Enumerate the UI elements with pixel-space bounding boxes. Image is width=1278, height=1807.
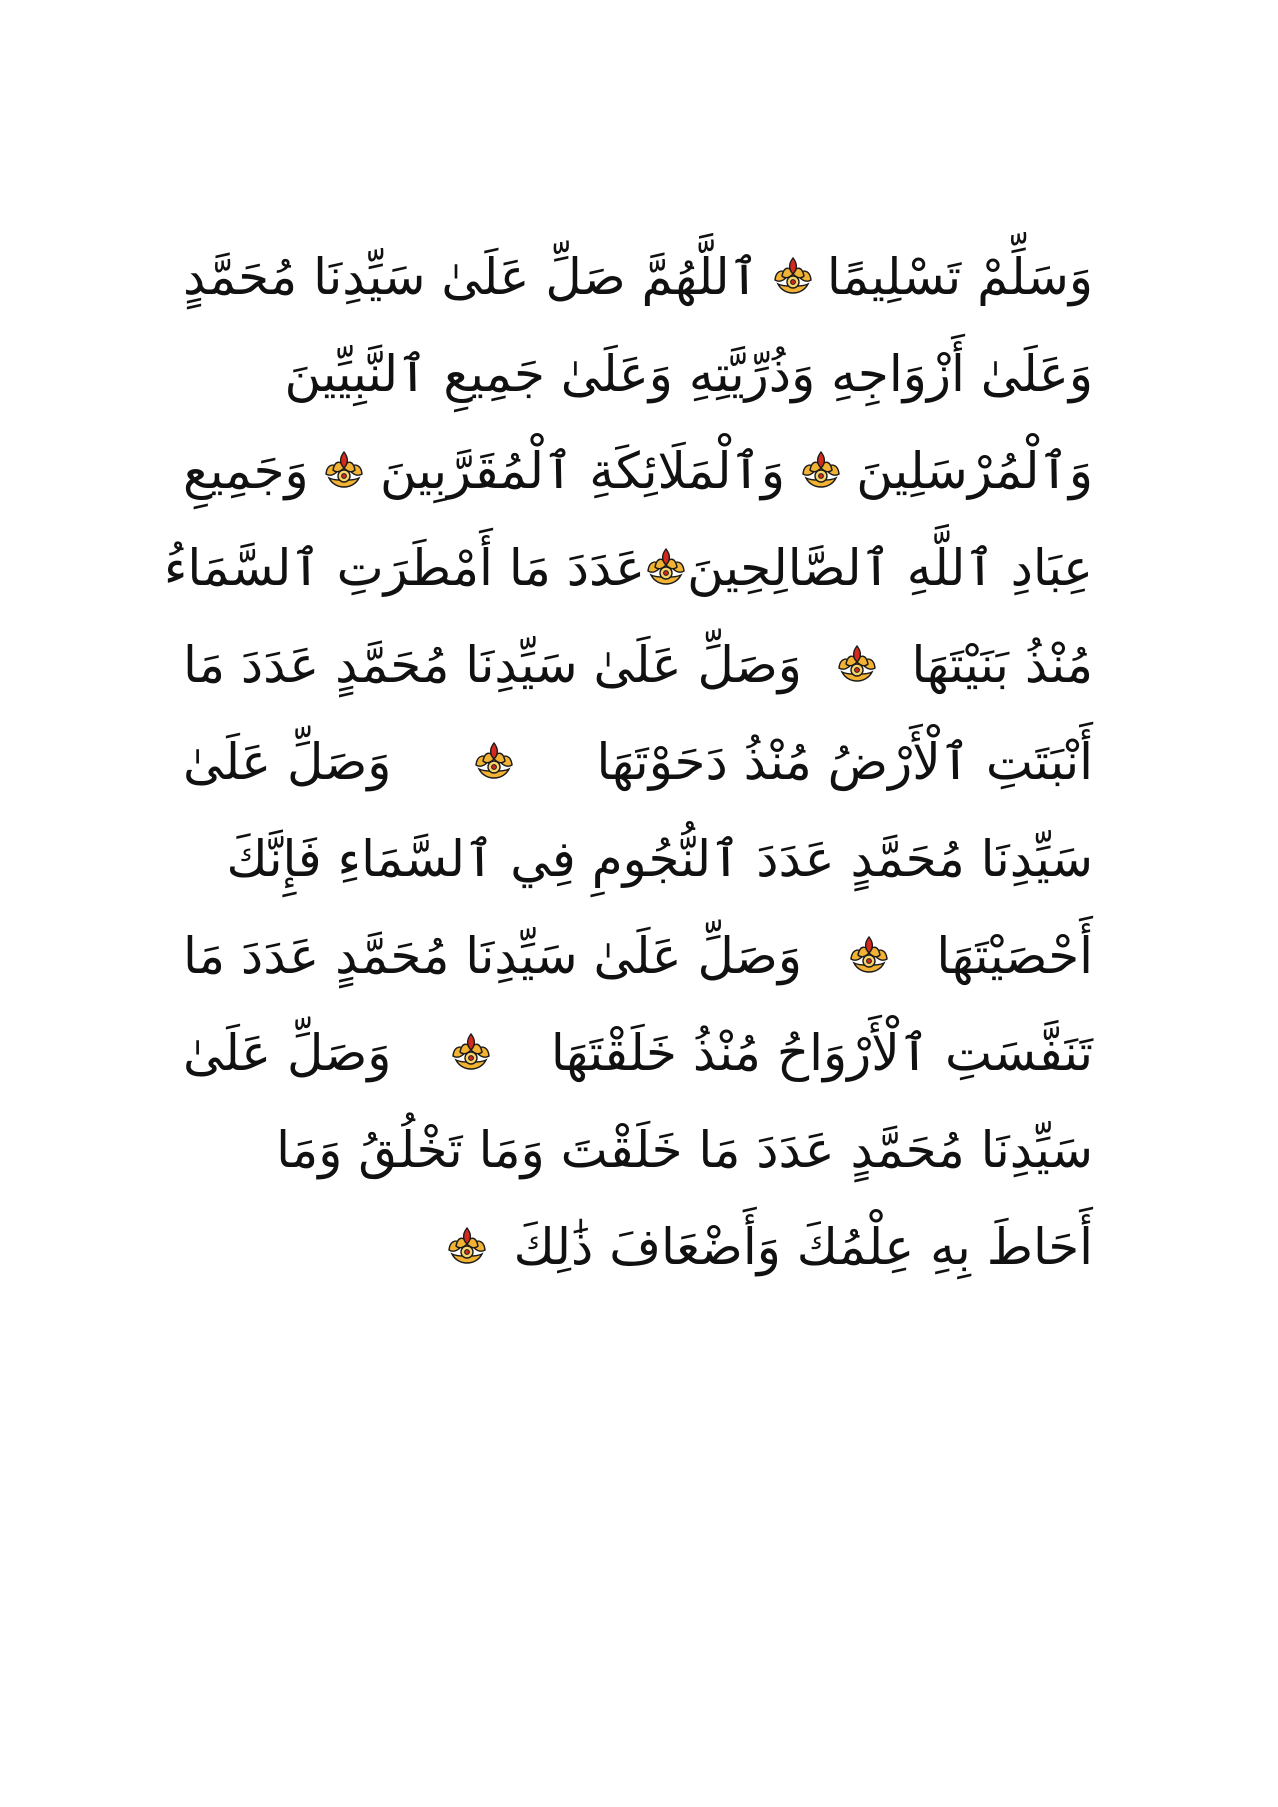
text-line-11	[183, 1198, 1093, 1295]
rosette-ornament-icon	[323, 450, 365, 492]
rosette-ornament-icon	[772, 256, 814, 298]
text-segment: وَصَلِّ عَلَىٰ سَيِّدِنَا مُحَمَّدٍ عَدَدَ مَا	[183, 926, 802, 985]
text-segment: وَصَلِّ عَلَىٰ سَيِّدِنَا مُحَمَّدٍ عَدَدَ مَا	[183, 635, 802, 694]
rosette-ornament-icon	[446, 1226, 488, 1268]
text-segment: وَٱلْمُرْسَلِينَ	[856, 441, 1093, 500]
rosette-ornament-icon	[450, 1032, 492, 1074]
text-line-9	[183, 1004, 1093, 1101]
text-segment: عَدَدَ مَا أَمْطَرَتِ ٱلسَّمَاءُ	[163, 538, 646, 597]
text-line-8	[183, 907, 1093, 1004]
text-line-10	[183, 1101, 1093, 1198]
rosette-ornament-icon	[473, 741, 515, 783]
text-line-6	[183, 713, 1093, 810]
text-segment: وَعَلَىٰ أَزْوَاجِهِ وَذُرِّيَّتِهِ وَعَلَىٰ جَمِيعِ ٱلنَّبِيِّينَ	[284, 344, 1093, 403]
text-line-2	[183, 325, 1093, 422]
text-line-5	[183, 616, 1093, 713]
text-line-4	[163, 519, 1093, 616]
rosette-ornament-icon	[645, 547, 687, 589]
text-segment: ٱللَّهُمَّ صَلِّ عَلَىٰ سَيِّدِنَا مُحَمَّدٍ	[183, 247, 759, 306]
text-segment: وَصَلِّ عَلَىٰ	[183, 1023, 392, 1082]
text-segment: أَحَاطَ بِهِ عِلْمُكَ وَأَضْعَافَ ذَٰلِكَ	[513, 1217, 1093, 1276]
text-segment: وَجَمِيعِ	[183, 441, 309, 500]
text-line-7	[183, 810, 1093, 907]
calligraphy-text-block	[163, 228, 1093, 1295]
text-line-1	[183, 228, 1093, 325]
text-line-3	[183, 422, 1093, 519]
rosette-ornament-icon	[848, 935, 890, 977]
text-segment: سَيِّدِنَا مُحَمَّدٍ عَدَدَ مَا خَلَقْتَ وَمَا تَخْلُقُ وَمَا	[276, 1120, 1093, 1179]
text-segment: أَحْصَيْتَهَا	[936, 926, 1093, 985]
text-segment: وَسَلِّمْ تَسْلِيمًا	[826, 247, 1093, 306]
text-segment: عِبَادِ ٱللَّهِ ٱلصَّالِحِينَ	[687, 538, 1093, 597]
text-segment: أَنْبَتَتِ ٱلْأَرْضُ مُنْذُ دَحَوْتَهَا	[596, 732, 1093, 791]
text-segment: مُنْذُ بَنَيْتَهَا	[911, 635, 1093, 694]
rosette-ornament-icon	[836, 644, 878, 686]
text-segment: تَنَفَّسَتِ ٱلْأَرْوَاحُ مُنْذُ خَلَقْتَهَا	[550, 1023, 1093, 1082]
text-segment: سَيِّدِنَا مُحَمَّدٍ عَدَدَ ٱلنُّجُومِ فِي ٱلسَّمَاءِ فَإِنَّكَ	[226, 829, 1093, 888]
rosette-ornament-icon	[800, 450, 842, 492]
text-segment: وَٱلْمَلَائِكَةِ ٱلْمُقَرَّبِينَ	[379, 441, 785, 500]
text-segment: وَصَلِّ عَلَىٰ	[183, 732, 392, 791]
